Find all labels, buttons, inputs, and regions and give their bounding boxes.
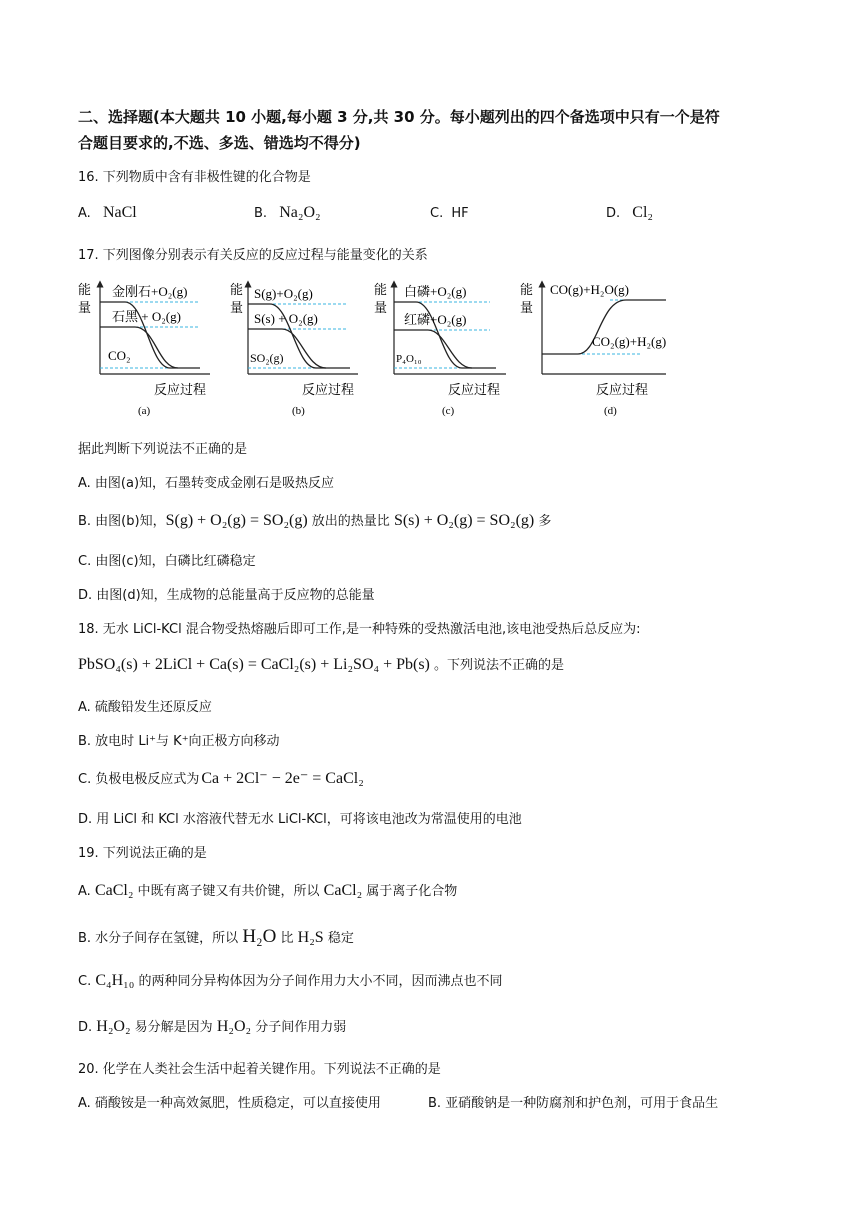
q19-option-a [78,880,800,900]
q17-option-b [78,510,800,530]
option-text: NaCl [102,204,137,221]
option-d-suffix: 分子间作用力弱 [251,1020,347,1035]
q19-option-b [78,926,800,948]
label-top: CO(g)+H₂O(g) [550,282,630,297]
option-b-prefix: B. 由图(b)知， [78,514,166,529]
label-mid: 石黑 + O₂(g) [112,309,181,324]
option-a-prefix: A. [78,884,95,899]
x-axis-label: 反应过程 [448,382,501,397]
q17-judge: 据此判断下列说法不正确的是 [78,442,248,457]
q18-option-a: A. 硫酸铅发生还原反应 [78,700,212,715]
option-label: B. [254,206,268,221]
option-label: D. [606,206,621,221]
q17-option-a: A. 由图(a)知，石墨转变成金刚石是吸热反应 [78,476,335,491]
q20-stem: 20. 化学在人类社会生活中起着关键作用。下列说法不正确的是 [78,1062,441,1077]
q16-stem: 16. 下列物质中含有非极性键的化合物是 [78,170,311,185]
q18-equation-tail: 。下列说法不正确的是 [429,658,565,673]
q17-option-c: C. 由图(c)知，白磷比红磷稳定 [78,554,256,569]
formula-1: H₂O₂ [96,1018,131,1035]
diagram-d [520,282,666,417]
label-mid: S(s) + O₂(g) [254,311,318,326]
equation-2: S(s) + O₂(g) = SO₂(g) [393,512,535,529]
label-top: S(g)+O₂(g) [254,286,313,301]
total-reaction-equation: PbSO₄(s) + 2LiCl + Ca(s) = CaCl₂(s) + Li₂SO₄ + Pb(s) [78,656,430,673]
q16-option-c [430,206,469,221]
energy-diagrams-figure [70,272,690,422]
option-d-prefix: D. [78,1020,97,1035]
panel-tag: (a) [138,405,151,417]
option-label: A. [78,206,91,221]
formula-2: CaCl₂ [323,882,363,899]
label-bot: CO₂ [108,348,131,363]
equation-1: S(g) + O₂(g) = SO₂(g) [165,512,308,529]
label-top: 白磷+O₂(g) [404,284,467,299]
q16-option-d [606,204,653,222]
formula-1: CaCl₂ [94,882,134,899]
q19-stem: 19. 下列说法正确的是 [78,846,207,861]
y-axis-label-2: 量 [520,300,534,315]
option-b-mid: 放出的热量比 [307,514,394,529]
q18-option-d: D. 用 LiCl 和 KCl 水溶液代替无水 LiCl-KCl，可将该电池改为常温使用的电池 [78,812,522,827]
option-text: Na₂O₂ [279,204,321,221]
y-axis-label: 能 [520,282,534,297]
formula-2: H₂O₂ [216,1018,252,1035]
label-bot: CO₂(g)+H₂(g) [592,334,667,349]
option-c-suffix: 的两种同分异构体因为分子间作用力大小不同，因而沸点也不同 [134,974,503,989]
option-b-prefix: B. 水分子间存在氢键，所以 [78,931,243,946]
q16-option-b [254,204,321,222]
x-axis-label: 反应过程 [302,382,355,397]
diagram-b [230,282,358,417]
formula: C₄H₁₀ [95,972,135,989]
option-b-suffix: 稳定 [323,931,354,946]
option-d-mid: 易分解是因为 [130,1020,217,1035]
formula-2: H₂S [297,929,324,946]
option-c-prefix: C. [78,974,96,989]
panel-tag: (d) [604,405,617,417]
option-b-suffix: 多 [534,514,552,529]
panel-tag: (b) [292,405,305,417]
section-header-line2: 合题目要求的,不选、多选、错选均不得分) [78,134,361,152]
option-text: HF [451,206,469,221]
y-axis-label-2: 量 [230,300,244,315]
option-a-mid: 中既有离子键又有共价键，所以 [133,884,324,899]
option-label: C. [430,206,444,221]
q18-option-c [78,768,800,788]
label-bot: P₄O₁₀ [396,353,422,365]
electrode-equation: Ca + 2Cl⁻ − 2e⁻ = CaCl₂ [201,770,364,787]
diagram-a [78,282,210,417]
q17-option-d: D. 由图(d)知，生成物的总能量高于反应物的总能量 [78,588,375,603]
label-top: 金刚石+O₂(g) [112,284,188,299]
option-b-mid: 比 [276,931,298,946]
y-axis-label: 能 [78,282,92,297]
q17-stem: 17. 下列图像分别表示有关反应的反应过程与能量变化的关系 [78,248,428,263]
option-c-prefix: C. 负极电极反应式为 [78,772,200,787]
formula-1: H₂O [242,926,277,947]
y-axis-label-2: 量 [374,300,388,315]
label-bot: SO₂(g) [250,351,284,365]
option-text: Cl₂ [632,204,653,221]
y-axis-label: 能 [374,282,388,297]
diagram-c [374,282,506,417]
q19-option-d [78,1016,800,1036]
q18-stem: 18. 无水 LiCl-KCl 混合物受热熔融后即可工作,是一种特殊的受热激活电池,该电池受热后总反应为: [78,622,641,637]
label-mid: 红磷+O₂(g) [404,312,467,327]
x-axis-label: 反应过程 [154,382,207,397]
y-axis-label-2: 量 [78,300,92,315]
x-axis-label: 反应过程 [596,382,649,397]
q19-option-c [78,970,800,990]
q16-option-a [78,204,137,222]
y-axis-label: 能 [230,282,244,297]
section-header-line1: 二、选择题(本大题共 10 小题,每小题 3 分,共 30 分。每小题列出的四个备选项中只有一个是符 [78,108,720,126]
q18-option-b: B. 放电时 Li⁺与 K⁺向正极方向移动 [78,734,280,749]
q20-option-b: B. 亚硝酸钠是一种防腐剂和护色剂，可用于食品生 [428,1096,719,1111]
option-a-suffix: 属于离子化合物 [362,884,458,899]
q18-equation-line [78,654,800,674]
panel-tag: (c) [442,405,455,417]
q20-option-a: A. 硝酸铵是一种高效氮肥，性质稳定，可以直接使用 [78,1096,381,1111]
